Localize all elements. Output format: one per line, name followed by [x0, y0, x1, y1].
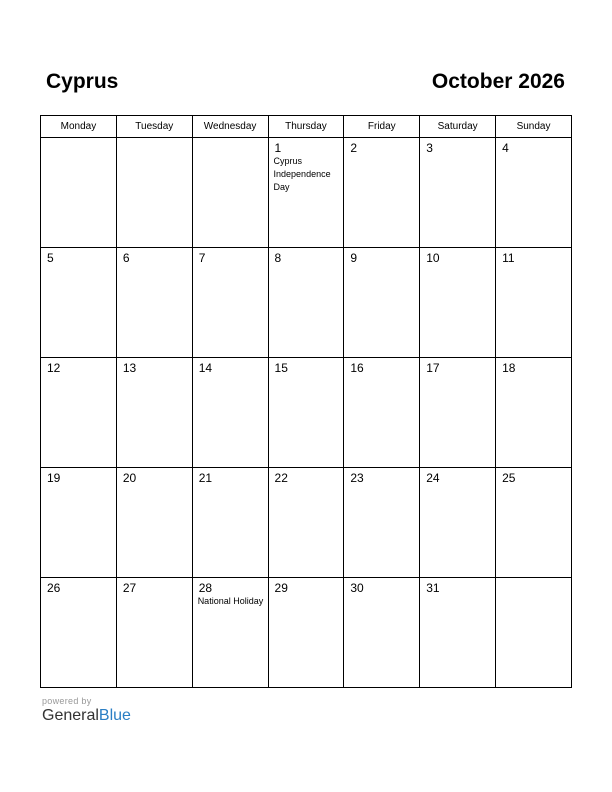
day-cell	[116, 468, 192, 578]
day-cell	[192, 138, 268, 248]
day-cell	[420, 248, 496, 358]
day-number: 6	[122, 251, 130, 265]
day-number: 28	[198, 581, 213, 595]
week-row	[41, 358, 572, 468]
day-cell	[344, 358, 420, 468]
day-cell	[496, 138, 572, 248]
day-cell	[496, 468, 572, 578]
day-cell	[268, 138, 344, 248]
day-cell	[268, 578, 344, 688]
day-number: 1	[274, 141, 282, 155]
day-number: 14	[198, 361, 213, 375]
holiday-label: Cyprus Independence Day	[273, 156, 331, 192]
weekday-header: Saturday	[420, 116, 496, 138]
day-cell	[344, 468, 420, 578]
day-number: 15	[274, 361, 288, 375]
day-number: 13	[122, 361, 137, 375]
day-cell	[268, 248, 344, 358]
day-cell	[41, 138, 117, 248]
day-cell	[420, 358, 496, 468]
day-number: 26	[47, 581, 61, 595]
weekday-header-row	[41, 116, 572, 138]
day-cell	[41, 468, 117, 578]
weekday-header: Tuesday	[116, 116, 192, 138]
day-cell	[41, 358, 117, 468]
logo-blue-text: Blue	[98, 707, 131, 724]
day-number: 29	[274, 581, 288, 595]
day-number: 25	[502, 471, 516, 485]
weekday-header: Wednesday	[192, 116, 268, 138]
day-number: 19	[47, 471, 61, 485]
day-number: 18	[502, 361, 516, 375]
day-number: 10	[426, 251, 440, 265]
day-cell	[344, 248, 420, 358]
holiday-label: National Holiday	[197, 596, 264, 606]
day-number: 8	[274, 251, 282, 265]
day-cell	[496, 248, 572, 358]
day-cell	[496, 358, 572, 468]
weekday-header: Friday	[344, 116, 420, 138]
day-number: 27	[122, 581, 137, 595]
calendar-grid	[40, 115, 572, 688]
week-row	[41, 138, 572, 248]
day-cell	[192, 468, 268, 578]
day-cell	[116, 578, 192, 688]
footer-branding	[42, 696, 131, 725]
day-cell	[116, 248, 192, 358]
week-row	[41, 468, 572, 578]
day-number: 7	[198, 251, 206, 265]
day-number: 4	[502, 141, 509, 155]
day-cell	[192, 248, 268, 358]
powered-by-text: powered by	[42, 696, 92, 706]
day-cell	[268, 358, 344, 468]
day-number: 30	[350, 581, 364, 595]
day-number: 23	[350, 471, 364, 485]
day-number: 17	[426, 361, 440, 375]
day-cell	[268, 468, 344, 578]
day-number: 5	[47, 251, 54, 265]
day-cell	[192, 578, 268, 688]
day-number: 21	[198, 471, 213, 485]
day-cell	[420, 578, 496, 688]
day-cell	[420, 138, 496, 248]
day-cell	[116, 358, 192, 468]
day-number: 3	[426, 141, 433, 155]
day-cell	[41, 578, 117, 688]
day-cell	[344, 138, 420, 248]
day-cell	[344, 578, 420, 688]
day-number: 24	[426, 471, 440, 485]
day-number: 22	[274, 471, 288, 485]
day-cell	[116, 138, 192, 248]
day-cell	[420, 468, 496, 578]
day-number: 2	[350, 141, 358, 155]
day-number: 31	[426, 581, 440, 595]
country-title: Cyprus	[46, 70, 119, 93]
day-number: 12	[47, 361, 61, 375]
day-cell	[192, 358, 268, 468]
generalblue-logo[interactable]	[42, 707, 131, 725]
day-cell	[41, 248, 117, 358]
day-number: 16	[350, 361, 364, 375]
week-row	[41, 578, 572, 688]
day-number: 9	[350, 251, 358, 265]
weekday-header: Thursday	[268, 116, 344, 138]
weekday-header: Sunday	[496, 116, 572, 138]
day-number: 20	[122, 471, 137, 485]
month-year-title: October 2026	[431, 70, 565, 93]
week-row	[41, 248, 572, 358]
day-cell	[496, 578, 572, 688]
day-number: 11	[502, 251, 515, 265]
logo-general-text: General	[42, 707, 99, 724]
weekday-header: Monday	[41, 116, 117, 138]
